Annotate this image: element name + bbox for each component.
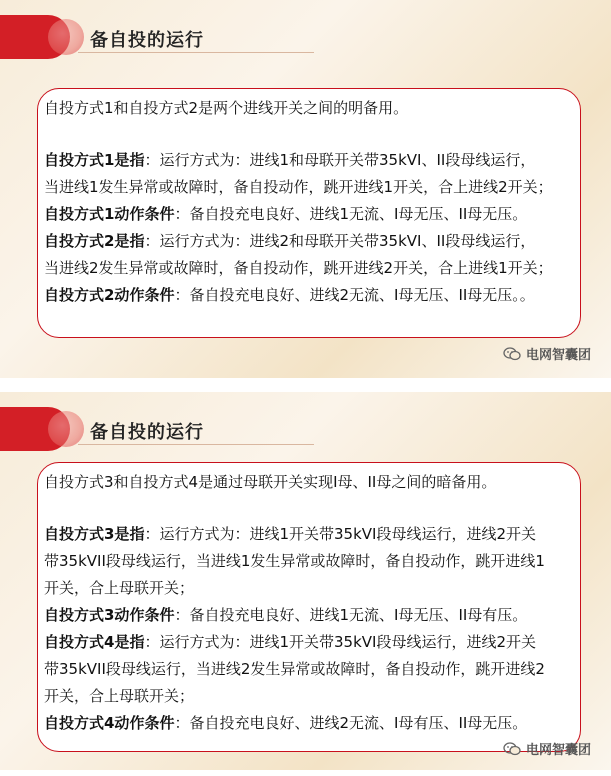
line-text: 备自投充电良好、进线2无流、I母有压、II母无压。 <box>189 714 528 732</box>
line-text: 开关，合上母联开关； <box>44 579 195 597</box>
line-label: 自投方式2动作条件 <box>44 286 175 304</box>
red-banner-tab <box>0 15 70 59</box>
content-line <box>44 521 570 548</box>
spacer <box>44 496 570 521</box>
content-line <box>44 548 570 575</box>
content-line <box>44 629 570 656</box>
line-separator: ： <box>174 286 190 304</box>
line-text: 运行方式为：进线1和母联开关带35kVI、II段母线运行， <box>159 151 536 169</box>
line-label: 自投方式3是指 <box>44 525 145 543</box>
line-label: 自投方式2是指 <box>44 232 145 250</box>
line-text: 当进线2发生异常或故障时，备自投动作，跳开进线2开关，合上进线1开关； <box>44 259 553 277</box>
line-label: 自投方式4动作条件 <box>44 714 175 732</box>
watermark-text: 电网智囊团 <box>525 348 591 363</box>
line-separator: ： <box>174 606 190 624</box>
heading-divider <box>78 52 314 53</box>
line-text: 备自投充电良好、进线2无流、I母无压、II母无压。。 <box>189 286 535 304</box>
line-separator: ： <box>144 151 160 169</box>
content-line <box>44 602 570 629</box>
content-line <box>44 656 570 683</box>
watermark-text: 电网智囊团 <box>525 743 591 758</box>
content-line <box>44 228 570 255</box>
line-separator: ： <box>144 232 160 250</box>
line-label: 自投方式1动作条件 <box>44 205 175 223</box>
watermark <box>503 344 591 363</box>
line-text: 备自投充电良好、进线1无流、I母无压、II母无压。 <box>189 205 528 223</box>
slide-heading: 备自投的运行 <box>90 422 204 443</box>
line-text: 带35kVII段母线运行，当进线1发生异常或故障时，备自投动作，跳开进线1 <box>44 552 545 570</box>
spacer <box>44 122 570 147</box>
line-separator: ： <box>144 633 160 651</box>
line-text: 运行方式为：进线2和母联开关带35kVI、II段母线运行， <box>159 232 536 250</box>
content-line <box>44 255 570 282</box>
line-text: 带35kVII段母线运行，当进线2发生异常或故障时，备自投动作，跳开进线2 <box>44 660 545 678</box>
watermark <box>503 739 591 758</box>
line-label: 自投方式4是指 <box>44 633 145 651</box>
content-line <box>44 147 570 174</box>
content-card <box>37 88 581 338</box>
content-line <box>44 282 570 309</box>
content-line <box>44 683 570 710</box>
line-separator: ： <box>144 525 160 543</box>
heading-divider <box>78 444 314 445</box>
slide-2 <box>0 392 611 770</box>
red-banner-tab <box>0 407 70 451</box>
content-card <box>37 462 581 752</box>
line-label: 自投方式1是指 <box>44 151 145 169</box>
content-line <box>44 710 570 737</box>
line-text: 开关，合上母联开关； <box>44 687 195 705</box>
line-text: 运行方式为：进线1开关带35kVI段母线运行，进线2开关 <box>159 633 537 651</box>
slide-1 <box>0 0 611 378</box>
wechat-logo-icon <box>503 347 521 361</box>
line-text: 备自投充电良好、进线1无流、I母无压、II母有压。 <box>189 606 528 624</box>
wechat-logo-icon <box>503 742 521 756</box>
line-text: 运行方式为：进线1开关带35kVI段母线运行，进线2开关 <box>159 525 537 543</box>
intro-text: 自投方式1和自投方式2是两个进线开关之间的明备用。 <box>44 99 409 117</box>
slide-heading: 备自投的运行 <box>90 30 204 51</box>
content-line <box>44 174 570 201</box>
line-label: 自投方式3动作条件 <box>44 606 175 624</box>
line-text: 当进线1发生异常或故障时，备自投动作，跳开进线1开关，合上进线2开关； <box>44 178 553 196</box>
content-line <box>44 575 570 602</box>
intro-text: 自投方式3和自投方式4是通过母联开关实现I母、II母之间的暗备用。 <box>44 473 497 491</box>
line-separator: ： <box>174 714 190 732</box>
line-separator: ： <box>174 205 190 223</box>
content-line <box>44 201 570 228</box>
